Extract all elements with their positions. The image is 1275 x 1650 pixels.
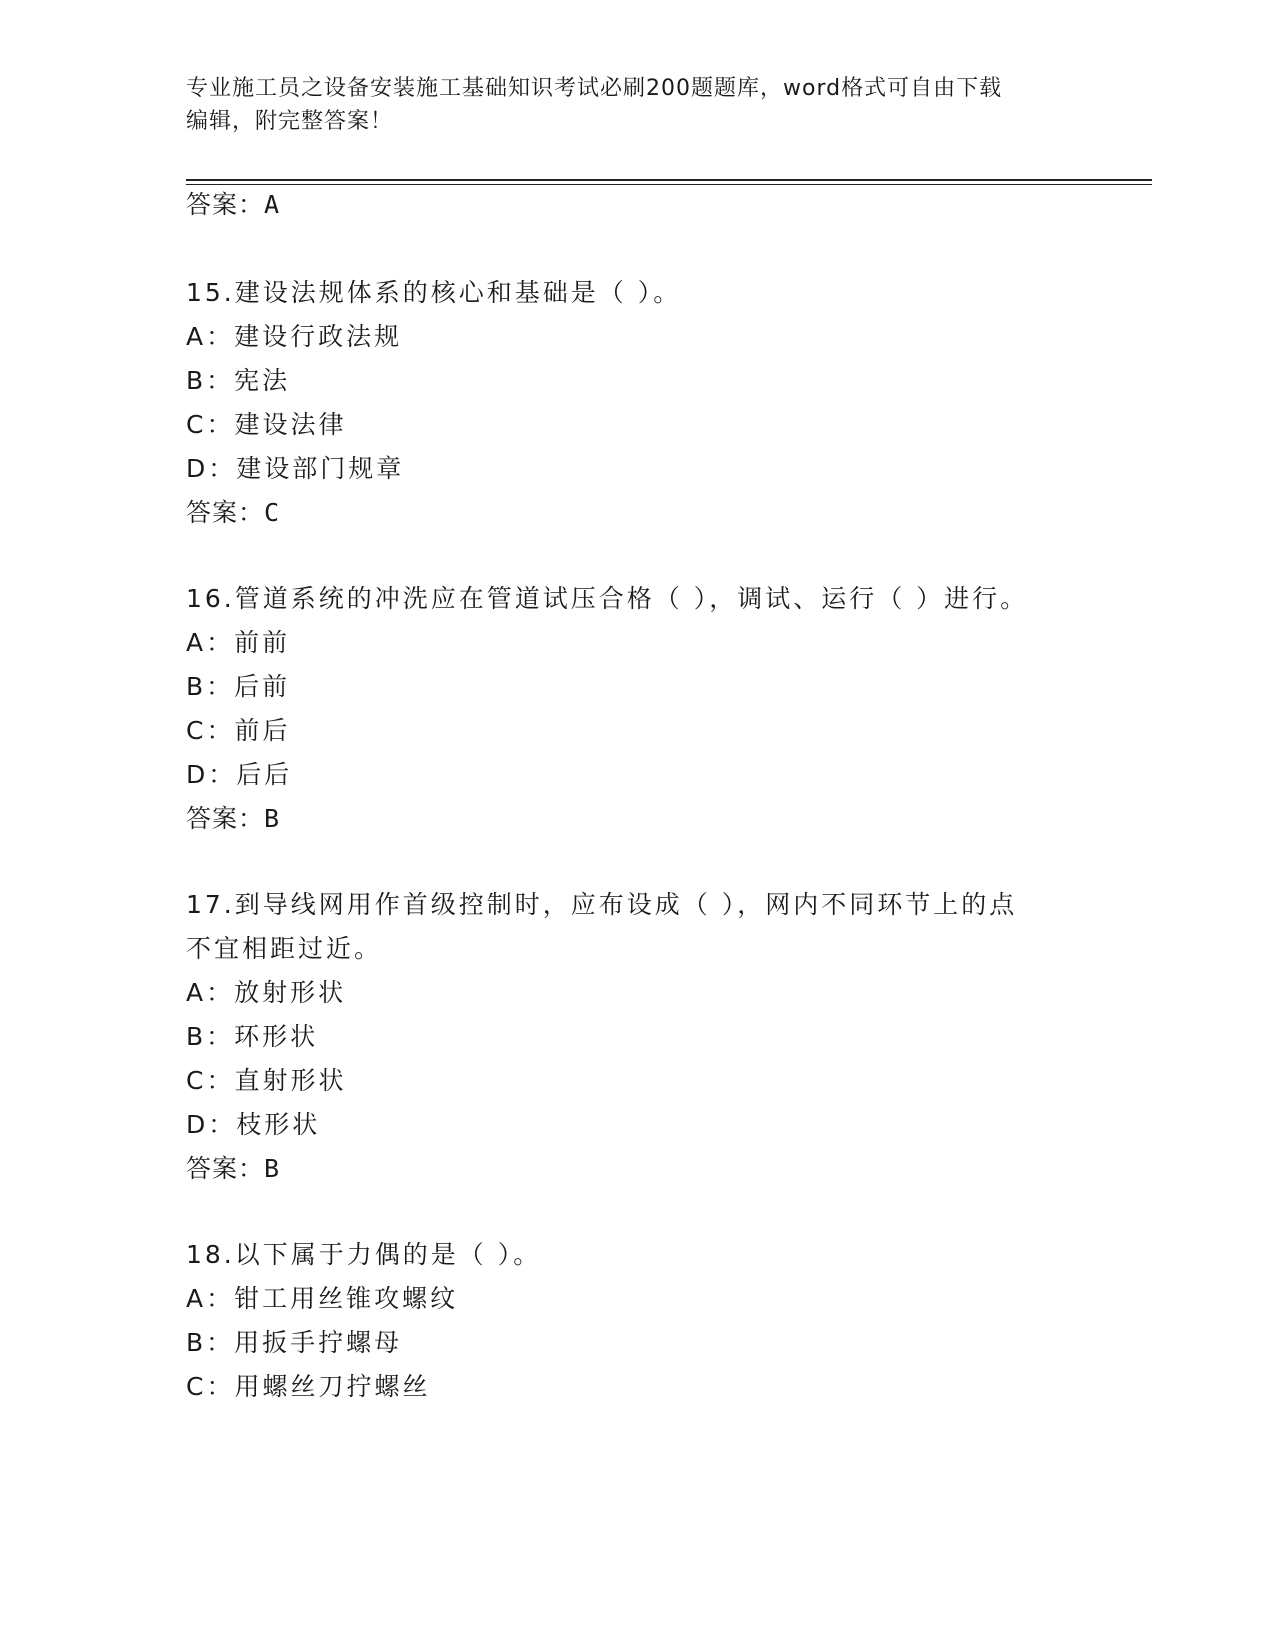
question-15-option-b: B：宪法: [186, 366, 291, 395]
question-17-stem-line-2: 不宜相距过近。: [186, 934, 383, 963]
question-18-stem: 18.以下属于力偶的是（ ）。: [186, 1240, 542, 1269]
header-title-line-2: 编辑，附完整答案！: [186, 109, 394, 134]
question-15-answer: 答案：C: [186, 498, 281, 527]
question-17-stem-line-1: 17.到导线网用作首级控制时，应布设成（ ），网内不同环节上的点: [186, 890, 1018, 919]
question-16-answer: 答案：B: [186, 804, 281, 833]
question-16-option-a: A：前前: [186, 628, 291, 657]
question-17-option-b: B：环形状: [186, 1022, 319, 1051]
question-16-stem: 16.管道系统的冲洗应在管道试压合格（ ），调试、运行（ ）进行。: [186, 584, 1029, 613]
question-15-stem: 15.建设法规体系的核心和基础是（ ）。: [186, 278, 682, 307]
question-15-option-c: C：建设法律: [186, 410, 347, 439]
question-17-option-c: C：直射形状: [186, 1066, 347, 1095]
question-18-option-a: A：钳工用丝锥攻螺纹: [186, 1284, 459, 1313]
question-16-option-d: D：后后: [186, 760, 293, 789]
header-rule-thin: [186, 184, 1152, 185]
header-title-line-1: 专业施工员之设备安装施工基础知识考试必刷200题题库，word格式可自由下载: [186, 76, 1003, 101]
question-15-option-d: D：建设部门规章: [186, 454, 405, 483]
question-16-option-b: B：后前: [186, 672, 291, 701]
question-18-option-b: B：用扳手拧螺母: [186, 1328, 403, 1357]
question-16-option-c: C：前后: [186, 716, 291, 745]
question-17-answer: 答案：B: [186, 1154, 281, 1183]
answer-previous: 答案：A: [186, 190, 281, 219]
document-header: [186, 72, 1066, 138]
question-17-option-a: A：放射形状: [186, 978, 347, 1007]
header-rule-thick: [186, 179, 1152, 181]
question-15-option-a: A：建设行政法规: [186, 322, 403, 351]
question-17-option-d: D：枝形状: [186, 1110, 321, 1139]
question-18-option-c: C：用螺丝刀拧螺丝: [186, 1372, 431, 1401]
